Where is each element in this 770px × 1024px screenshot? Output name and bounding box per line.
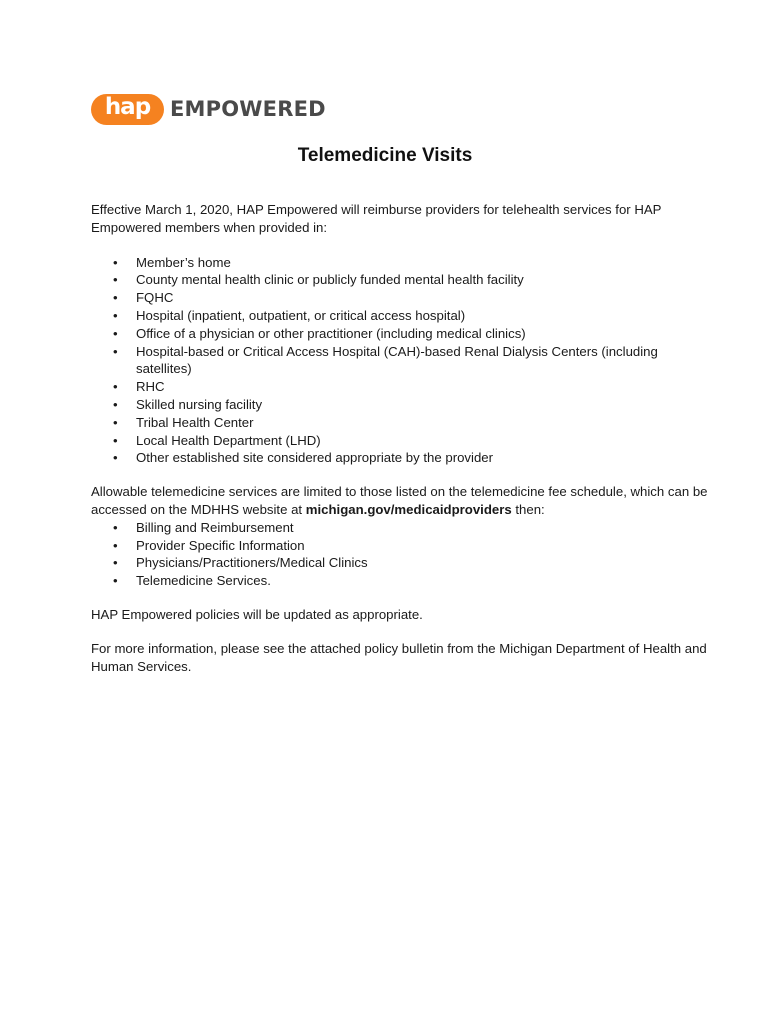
location-list-item: • Skilled nursing facility bbox=[91, 396, 711, 414]
location-list-item: • RHC bbox=[91, 378, 711, 396]
empowered-logo-word: EMPOWERED bbox=[170, 96, 326, 121]
location-list-item: • Member’s home bbox=[91, 254, 711, 272]
location-list-item: • FQHC bbox=[91, 289, 711, 307]
locations-list bbox=[91, 254, 711, 468]
location-list-item: • Hospital (inpatient, outpatient, or critical access hospital) bbox=[91, 307, 711, 325]
location-list-item: • Other established site considered appropriate by the provider bbox=[91, 449, 711, 467]
more-info-paragraph: For more information, please see the attached policy bulletin from the Michigan Department of Health and Human Services. bbox=[91, 640, 707, 674]
allowable-services-paragraph bbox=[91, 483, 711, 519]
allowable-text-before: Allowable telemedicine services are limited to those listed on the telemedicine fee schedule, which can be accessed on the MDHHS website at bbox=[91, 484, 708, 517]
navigation-steps-list bbox=[91, 519, 711, 590]
document-body bbox=[91, 201, 711, 675]
page-title: Telemedicine Visits bbox=[297, 145, 473, 166]
navigation-step-item: • Provider Specific Information bbox=[91, 537, 711, 555]
hap-logo-mark: hap bbox=[91, 94, 164, 125]
mdhhs-website-link[interactable]: michigan.gov/medicaidproviders bbox=[305, 501, 512, 517]
location-list-item: • County mental health clinic or publicly funded mental health facility bbox=[91, 271, 711, 289]
navigation-step-item: • Telemedicine Services. bbox=[91, 572, 711, 590]
location-list-item: • Local Health Department (LHD) bbox=[91, 432, 711, 450]
policies-note: HAP Empowered policies will be updated as appropriate. bbox=[91, 606, 423, 622]
location-list-item: • Office of a physician or other practitioner (including medical clinics) bbox=[91, 325, 711, 343]
location-list-item: • Hospital-based or Critical Access Hospital (CAH)-based Renal Dialysis Centers (including satellites) bbox=[91, 343, 711, 379]
location-list-item: • Tribal Health Center bbox=[91, 414, 711, 432]
allowable-text-after: then: bbox=[511, 501, 545, 517]
navigation-step-item: • Physicians/Practitioners/Medical Clinics bbox=[91, 554, 711, 572]
intro-paragraph: Effective March 1, 2020, HAP Empowered will reimburse providers for telehealth services for HAP Empowered members when provided in: bbox=[91, 202, 662, 235]
navigation-step-item: • Billing and Reimbursement bbox=[91, 519, 711, 537]
hap-empowered-logo bbox=[91, 92, 326, 126]
